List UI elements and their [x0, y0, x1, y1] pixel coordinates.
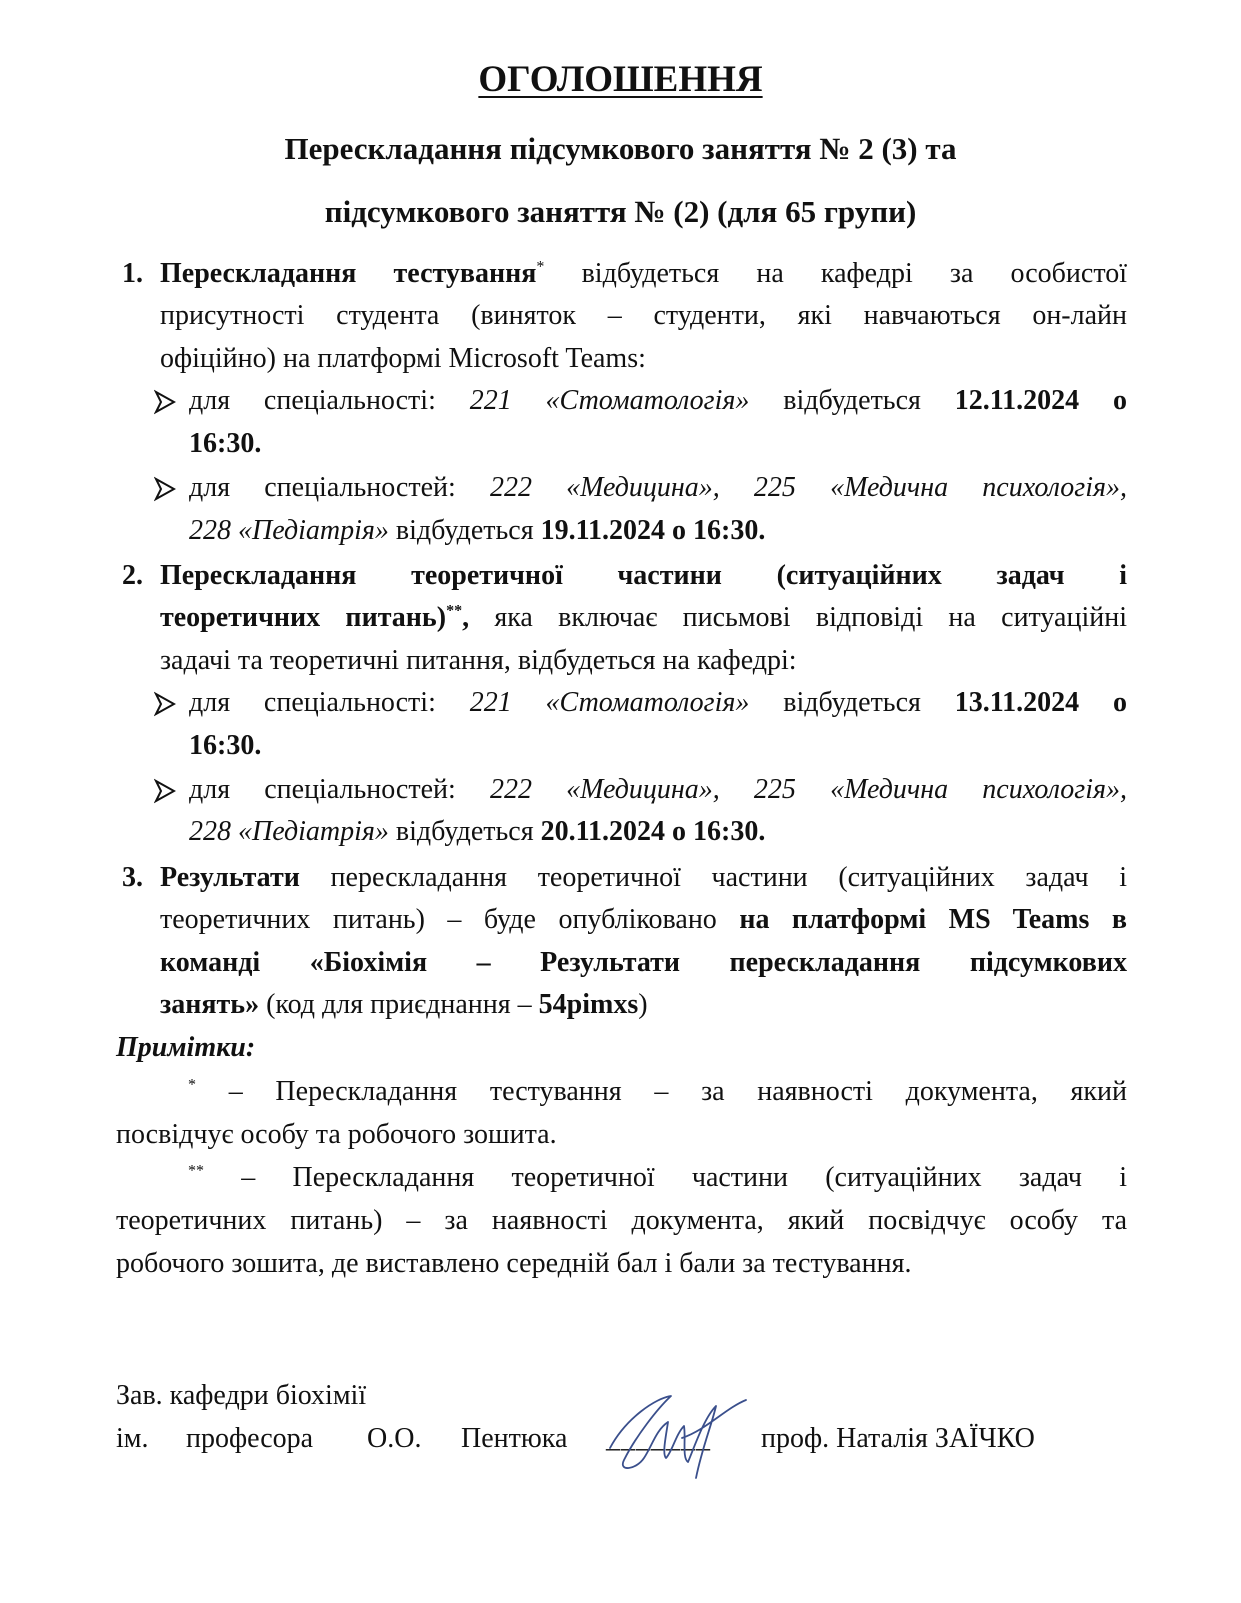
note-2-text: – Перескладання теоретичної частини (ситуаційних задач і — [204, 1162, 1127, 1193]
bullet-middle: відбудеться — [388, 816, 541, 847]
item-2-line-2-rest: яка включає письмові відповіді на ситуаційні — [469, 602, 1127, 633]
item-3-close: ) — [638, 989, 648, 1020]
signature-title-line-1: Зав. кафедри біохімії — [116, 1380, 367, 1411]
page-title: ОГОЛОШЕННЯ — [478, 59, 763, 100]
note-1-text: – Перескладання тестування – за наявності документа, який — [196, 1076, 1127, 1107]
bullet-prefix: для спеціальностей: — [189, 472, 490, 503]
bullet-prefix: для спеціальності: — [189, 385, 470, 416]
specialty: 221 «Стоматологія» — [469, 385, 750, 416]
signatory-name: проф. Наталія ЗАЇЧКО — [761, 1423, 1035, 1454]
item-3-number: 3. — [122, 862, 143, 893]
bullet-middle: відбудеться — [388, 515, 541, 546]
item-1-line-1 — [160, 253, 1127, 296]
item-2-line-2 — [160, 597, 1127, 640]
item-2-line-3: задачі та теоретичні питання, відбудеться на кафедрі: — [160, 645, 797, 676]
item-3-line-1-rest: перескладання теоретичної частини (ситуаційних задач і — [299, 862, 1127, 893]
item-1-number: 1. — [122, 258, 143, 289]
item-3-line-2-bold: на платформі MS Teams в — [739, 904, 1128, 935]
signature-title-ab: ім. — [116, 1423, 149, 1454]
item-1-bullet-2 — [189, 467, 1127, 510]
item-3-line-4-bold: занять» — [160, 989, 260, 1020]
signature-title-professor: професора — [186, 1423, 314, 1454]
bullet-date: 12.11.2024 о — [954, 385, 1127, 416]
item-3-line-1 — [160, 857, 1127, 900]
bullet-prefix: для спеціальності: — [189, 687, 470, 718]
note-2-line-1 — [188, 1157, 1127, 1200]
item-2-footnote-mark: ** — [446, 602, 463, 620]
item-3-line-4-plain: (код для приєднання – — [259, 989, 539, 1020]
bullet-date: 13.11.2024 о — [954, 687, 1127, 718]
bullet-prefix: для спеціальностей: — [189, 774, 490, 805]
specialty: 228 «Педіатрія» — [189, 515, 389, 546]
item-3-heading: Результати — [160, 862, 300, 893]
specialty: 228 «Педіатрія» — [189, 816, 389, 847]
item-1-line-1-rest: відбудеться на кафедрі за особистої — [544, 258, 1127, 289]
note-2-line-3: робочого зошита, де виставлено середній бал і бали за тестування. — [116, 1248, 912, 1279]
note-2-mark: ** — [188, 1162, 204, 1180]
signature-title-surname: Пентюка — [461, 1423, 568, 1454]
specialty: 222 «Медицина», 225 «Медична психологія», — [489, 774, 1128, 805]
signature-title-initials: О.О. — [367, 1423, 422, 1454]
bullet-middle: відбудеться — [749, 385, 955, 416]
item-1-heading: Перескладання тестування — [160, 258, 537, 289]
bullet-datetime: 20.11.2024 о 16:30. — [540, 816, 766, 847]
note-1-line-1 — [188, 1071, 1127, 1114]
arrow-bullet-icon — [154, 778, 176, 804]
arrow-bullet-icon — [154, 691, 176, 717]
item-2-heading-line-2: теоретичних питань) — [160, 602, 447, 633]
item-1-bullet-2-line-2 — [189, 510, 1127, 553]
item-1-line-3: офіційно) на платформі Microsoft Teams: — [160, 343, 646, 374]
item-2-bullet-2 — [189, 769, 1127, 812]
note-1-line-2: посвідчує особу та робочого зошита. — [116, 1119, 557, 1150]
specialty: 221 «Стоматологія» — [469, 687, 750, 718]
item-3-line-2-plain: теоретичних питань) – буде опубліковано — [160, 904, 740, 935]
item-3-line-4 — [160, 984, 1127, 1027]
notes-heading: Примітки: — [116, 1032, 256, 1063]
arrow-bullet-icon — [154, 476, 176, 502]
item-1-line-2: присутності студента (виняток – студенти, які навчаються он-лайн — [160, 300, 1127, 331]
signature-blank: _______ — [606, 1423, 711, 1454]
item-2-bullet-1-time: 16:30. — [189, 730, 262, 761]
join-code: 54pimxs — [538, 989, 639, 1020]
item-2-heading-line-1: Перескладання теоретичної частини (ситуаційних задач і — [160, 560, 1127, 591]
bullet-middle: відбудеться — [749, 687, 955, 718]
bullet-datetime: 19.11.2024 о 16:30. — [540, 515, 766, 546]
subtitle-line-1: Перескладання підсумкового заняття № 2 (3) та — [284, 131, 957, 166]
item-1-bullet-1-time: 16:30. — [189, 428, 262, 459]
item-2-bullet-2-line-2 — [189, 811, 1127, 854]
item-1-footnote-mark: * — [536, 258, 545, 276]
note-2-line-2: теоретичних питань) – за наявності документа, який посвідчує особу та — [116, 1205, 1127, 1236]
item-3-line-3: команді «Біохімія – Результати перескладання підсумкових — [160, 947, 1127, 978]
item-1-bullet-1 — [189, 380, 1127, 423]
specialty: 222 «Медицина», 225 «Медична психологія», — [489, 472, 1128, 503]
item-3-line-2 — [160, 899, 1127, 942]
arrow-bullet-icon — [154, 389, 176, 415]
item-2-number: 2. — [122, 560, 143, 591]
item-2-bullet-1 — [189, 682, 1127, 725]
note-1-mark: * — [188, 1076, 196, 1094]
item-2-comma: , — [462, 602, 470, 633]
subtitle-line-2: підсумкового заняття № (2) (для 65 групи) — [324, 194, 917, 229]
handwritten-signature — [596, 1378, 756, 1488]
